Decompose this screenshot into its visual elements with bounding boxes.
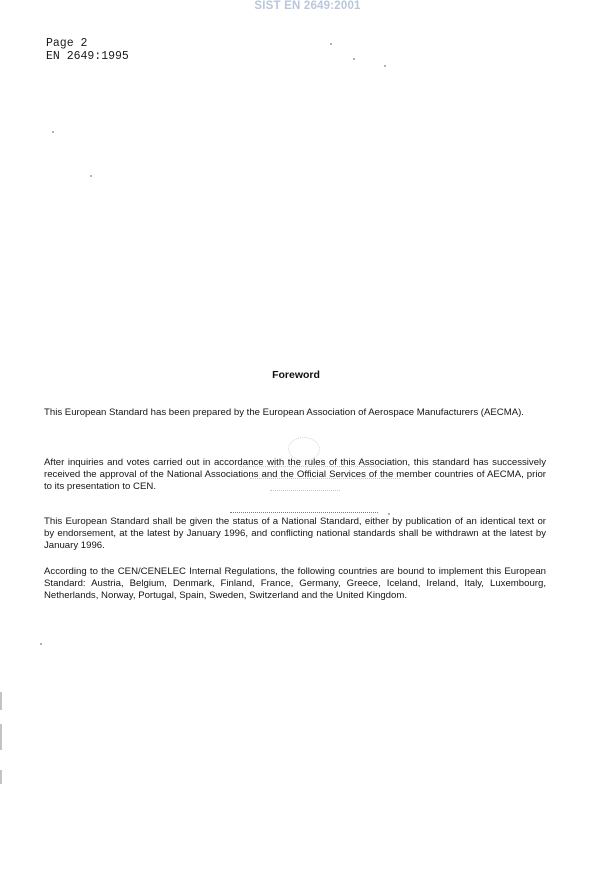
scan-speck [384,65,386,67]
watermark-text: SIST EN 2649:2001 [254,0,361,12]
scan-speck [52,131,54,133]
foreword-paragraph-1: This European Standard has been prepared by the European Association of Aerospace Manufacturers (AECMA). [44,407,524,418]
faint-stamp-lines [230,462,400,502]
scan-edge-mark [0,692,2,710]
scan-speck [353,58,355,60]
page-number: Page 2 [46,37,88,50]
foreword-paragraph-4: According to the CEN/CENELEC Internal Regulations, the following countries are bound to implement this European Standard: Austria, Belgium, Denmark, Finland, France, Germany, Greece, Iceland, Ireland, Italy, Luxembourg, Netherlands, Norway, Portugal, Spain, Sweden, Switzerland and the United Kingdom. [44,566,546,601]
scan-edge-mark [0,770,2,784]
standard-reference: EN 2649:1995 [46,49,129,63]
foreword-paragraph-3: This European Standard shall be given the status of a National Standard, either by publication of an identical text or by endorsement, at the latest by January 1996, and conflicting national standards shall be withdrawn at the latest by January 1996. [44,516,546,551]
scan-edge-mark [0,724,2,750]
scan-speck [90,175,92,177]
page-header [46,38,129,63]
scan-speck [40,643,42,645]
faint-stamp-seal [288,437,320,461]
scan-speck [330,43,332,45]
scan-speck [388,513,390,515]
dotted-rule [230,512,378,513]
foreword-heading: Foreword [272,369,320,381]
foreword-paragraph-2: After inquiries and votes carried out in accordance with the rules of this Association, this standard has successively received the approval of the National Associations and the Official Services of the member countries of AECMA, prior to its presentation to CEN. [44,457,546,492]
